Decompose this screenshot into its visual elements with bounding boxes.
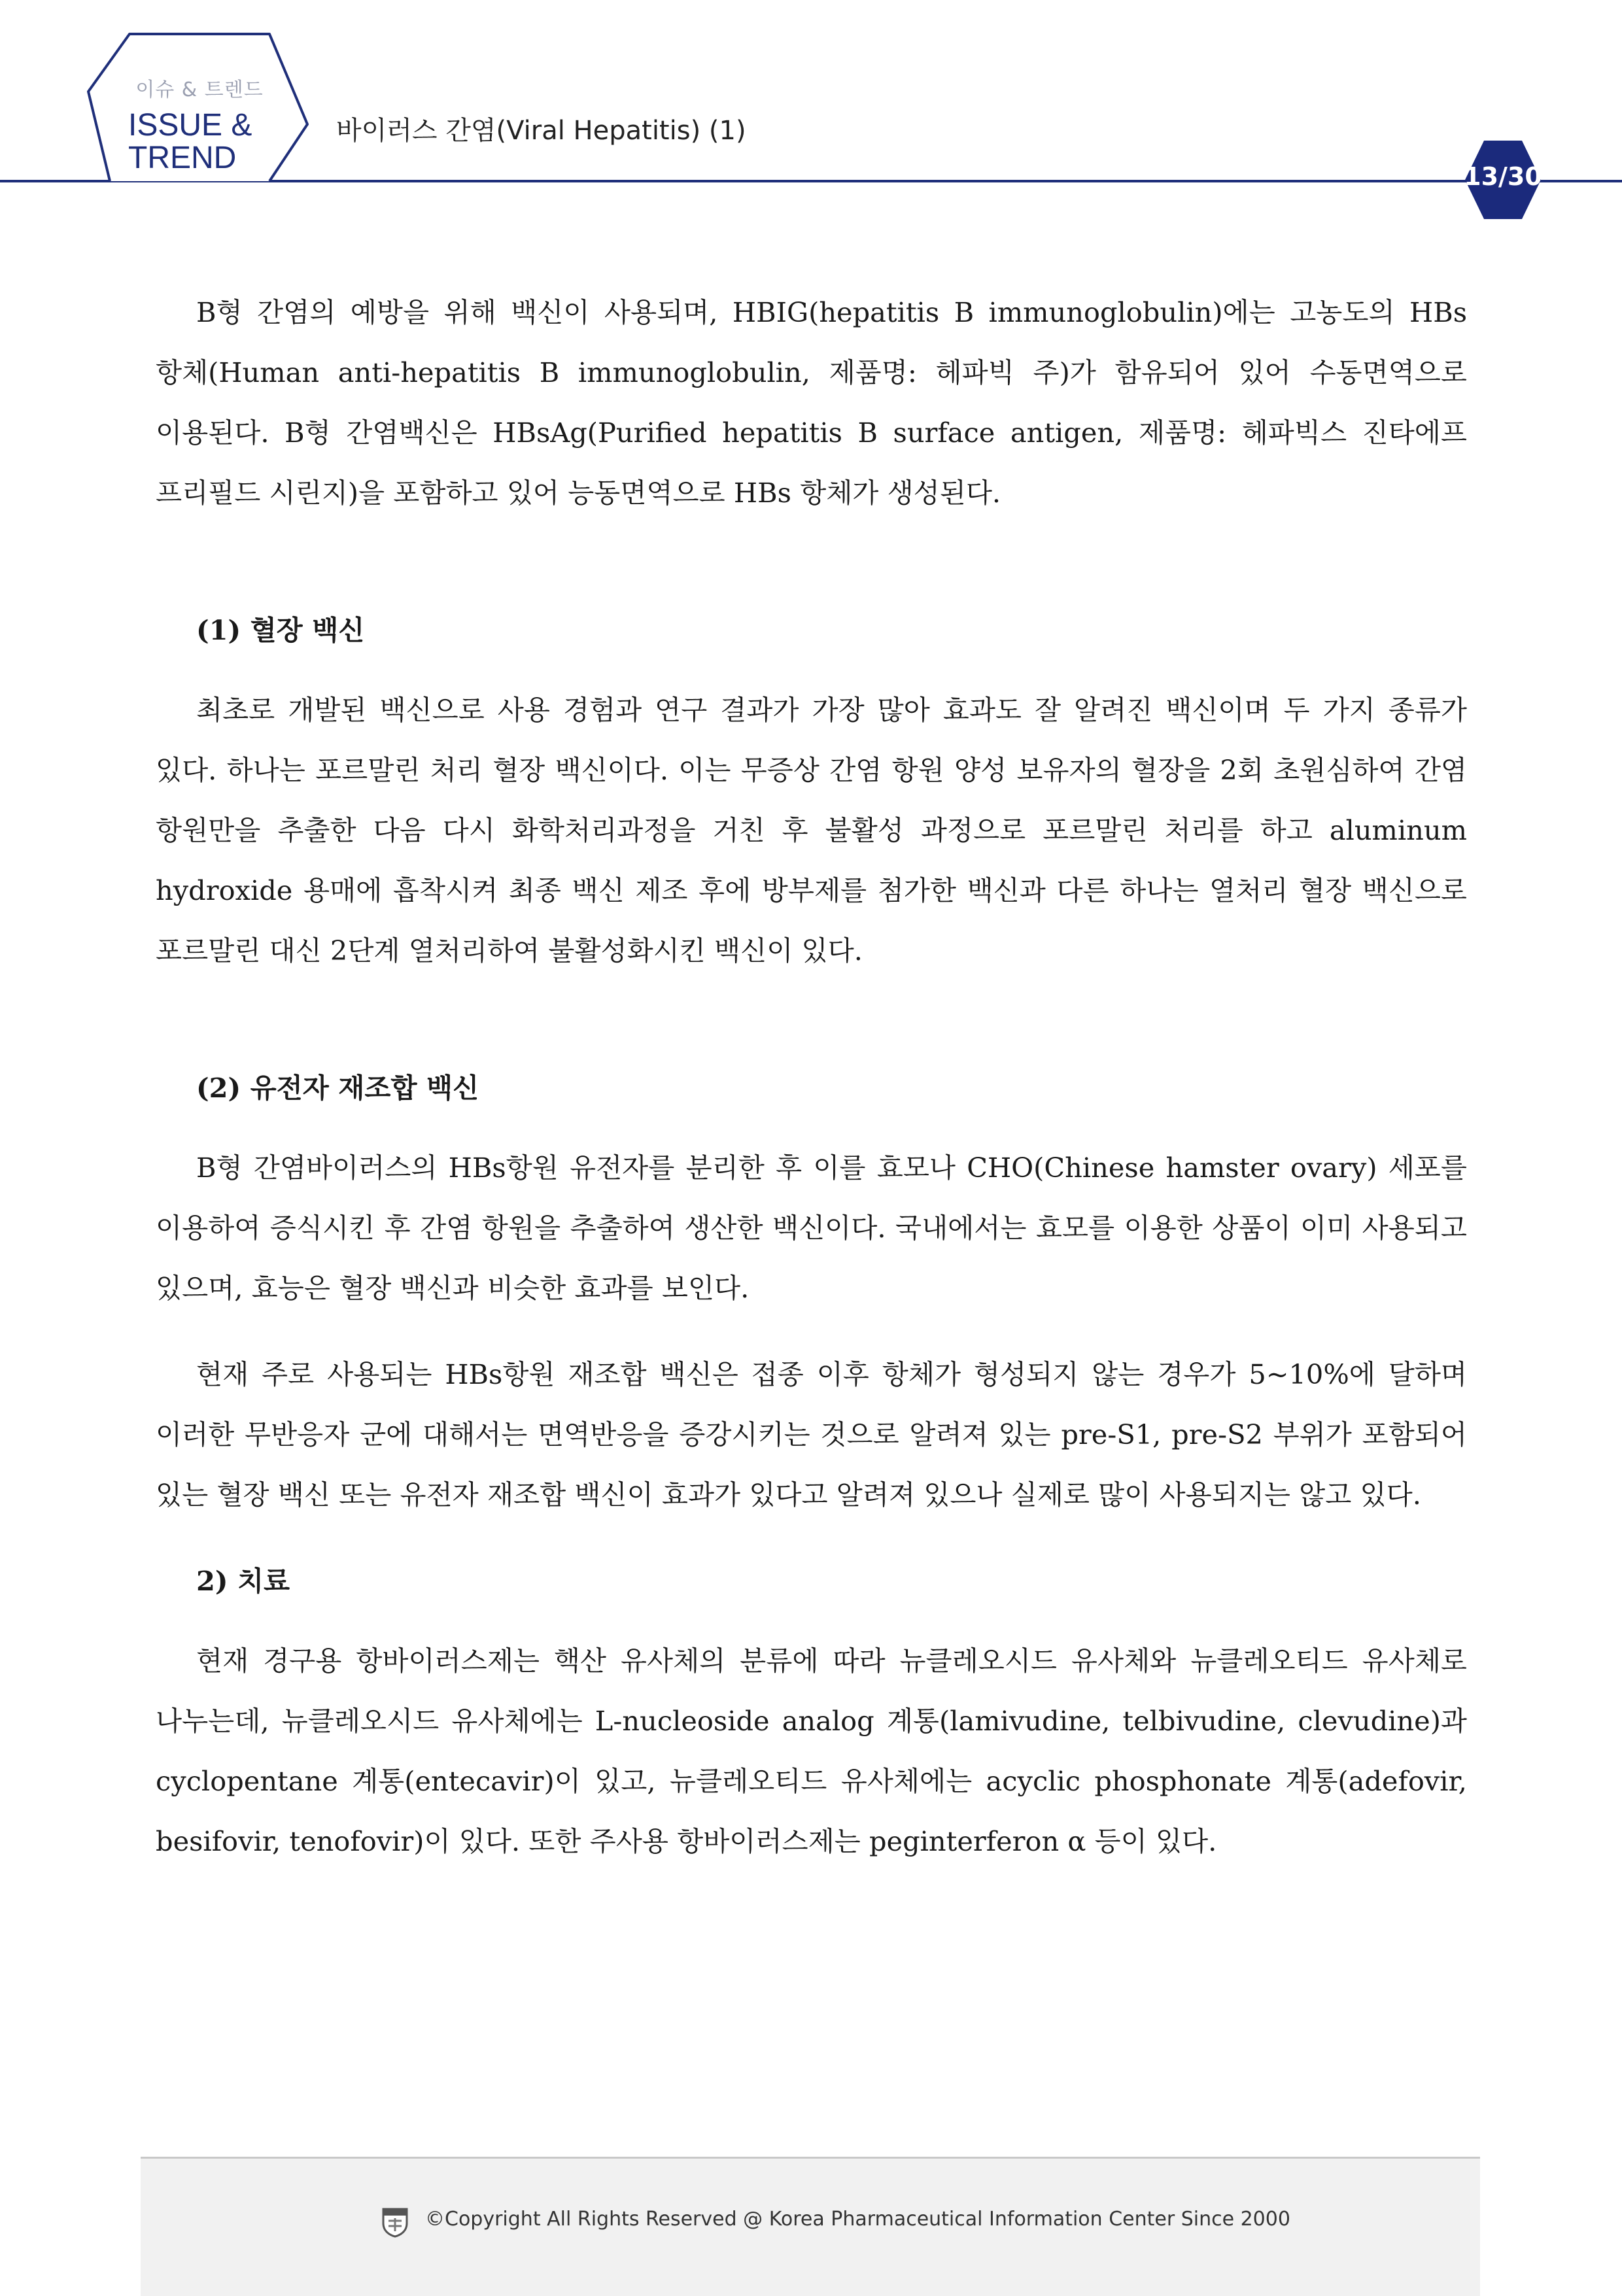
badge-korean-label: 이슈 & 트렌드: [135, 78, 264, 101]
section-heading-plasma-vaccine: (1) 혈장 백신: [196, 614, 365, 646]
intro-paragraph: B형 간염의 예방을 위해 백신이 사용되며, HBIG(hepatitis B immunoglobulin)에는 고농도의 HBs 항체(Human anti-hepatitis B immunoglobulin, 제품명: 헤파빅 주)가 함유되어 있어 수동면역으로 이용된다. B형 간염백신은 HBsAg(Purified hepatitis B surface antigen, 제품명: 헤파빅스 진타에프 프리필드 시린지)을 포함하고 있어 능동면역으로 HBs 항체가 생성된다.: [156, 296, 1467, 509]
kpic-shield-icon: [381, 2206, 409, 2238]
badge-trend-label: TREND: [128, 141, 237, 175]
footer-copyright: ©Copyright All Rights Reserved @ Korea Pharmaceutical Information Center Since 2000: [425, 2208, 1290, 2231]
treatment-paragraph: 현재 경구용 항바이러스제는 핵산 유사체의 분류에 따라 뉴클레오시드 유사체와 뉴클레오티드 유사체로 나누는데, 뉴클레오시드 유사체에는 L-nucleoside analog 계통(lamivudine, telbivudine, clevudine)과 cyclopentane 계통(entecavir)이 있고, 뉴클레오티드 유사체에는 acyclic phosphonate 계통(adefovir, besifovir, tenofovir)이 있다. 또한 주사용 항바이러스제는 peginterferon α 등이 있다.: [156, 1645, 1467, 1857]
badge-issue-label: ISSUE &: [128, 108, 252, 143]
document-title: 바이러스 간염(Viral Hepatitis) (1): [336, 116, 746, 146]
recombinant-vaccine-paragraph-2: 현재 주로 사용되는 HBs항원 재조합 백신은 접종 이후 항체가 형성되지 않는 경우가 5~10%에 달하며 이러한 무반응자 군에 대해서는 면역반응을 증강시키는 것으로 알려져 있는 pre-S1, pre-S2 부위가 포함되어 있는 혈장 백신 또는 유전자 재조합 백신이 효과가 있다고 알려져 있으나 실제로 많이 사용되지는 않고 있다.: [156, 1358, 1467, 1511]
plasma-vaccine-paragraph: 최초로 개발된 백신으로 사용 경험과 연구 결과가 가장 많아 효과도 잘 알려진 백신이며 두 가지 종류가 있다. 하나는 포르말린 처리 혈장 백신이다. 이는 무증상 간염 항원 양성 보유자의 혈장을 2회 초원심하여 간염 항원만을 추출한 다음 다시 화학처리과정을 거친 후 불활성 과정으로 포르말린 처리를 하고 aluminum hydroxide 용매에 흡착시켜 최종 백신 제조 후에 방부제를 첨가한 백신과 다른 하나는 열처리 혈장 백신으로 포르말린 대신 2단계 열처리하여 불활성화시킨 백신이 있다.: [156, 694, 1467, 967]
section-heading-treatment: 2) 치료: [196, 1565, 290, 1597]
recombinant-vaccine-paragraph-1: B형 간염바이러스의 HBs항원 유전자를 분리한 후 이를 효모나 CHO(Chinese hamster ovary) 세포를 이용하여 증식시킨 후 간염 항원을 추출하여 생산한 백신이다. 국내에서는 효모를 이용한 상품이 이미 사용되고 있으며, 효능은 혈장 백신과 비슷한 효과를 보인다.: [156, 1152, 1467, 1304]
page-number: 13/30: [1464, 162, 1542, 191]
section-heading-recombinant-vaccine: (2) 유전자 재조합 백신: [196, 1072, 479, 1104]
document-body: [156, 283, 1467, 1872]
